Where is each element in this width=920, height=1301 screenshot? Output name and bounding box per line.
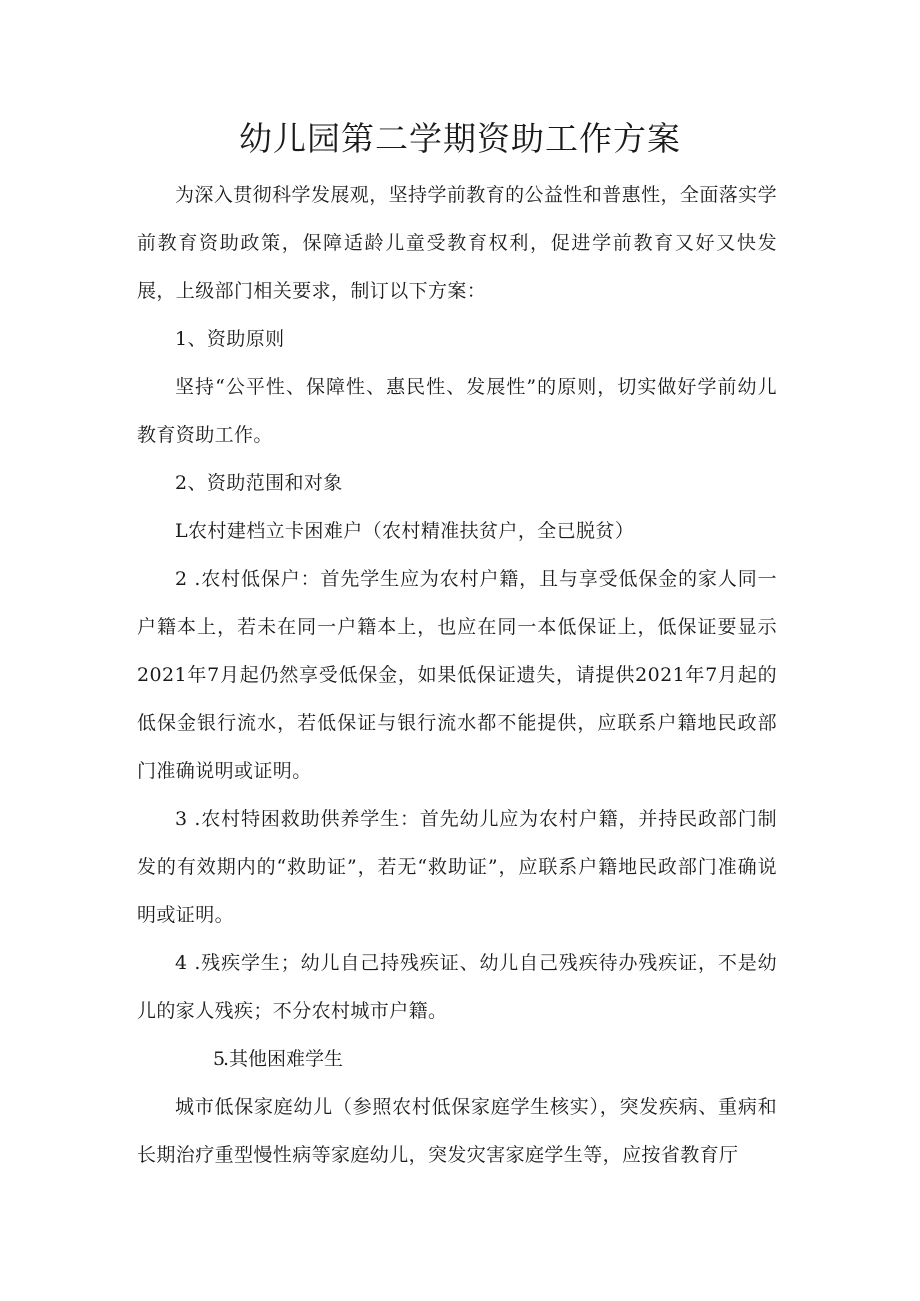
scope-item-3: 3 .农村特困救助供养学生：首先幼儿应为农村户籍，并持民政部门制发的有效期内的“救助证”，若无“救助证”，应联系户籍地民政部门准确说明或证明。	[137, 808, 777, 926]
scope-item-5	[137, 1035, 777, 1083]
scope-item-2: 2 .农村低保户：首先学生应为农村户籍，且与享受低保金的家人同一户籍本上，若未在同一户籍本上，也应在同一本低保证上，低保证要显示2021年7月起仍然享受低保金，如果低保证遗失，请提供2021年7月起的低保金银行流水，若低保证与银行流水都不能提供，应联系户籍地民政部门准确说明或证明。	[137, 568, 777, 782]
closing-paragraph: 城市低保家庭幼儿（参照农村低保家庭学生核实），突发疾病、重病和长期治疗重型慢性病等家庭幼儿，突发灾害家庭学生等，应按省教育厅	[137, 1096, 777, 1166]
intro-paragraph: 为深入贯彻科学发展观，坚持学前教育的公益性和普惠性，全面落实学前教育资助政策，保障适龄儿童受教育权利，促进学前教育又好又快发展，上级部门相关要求，制订以下方案：	[137, 184, 777, 302]
scope-item-5-text: .其他困难学生	[223, 1048, 344, 1070]
scope-item-5-number: 5	[213, 1048, 226, 1070]
section-heading-scope: 2、资助范围和对象	[175, 472, 343, 494]
document-title: 幼儿园第二学期资助工作方案	[239, 119, 681, 158]
scope-item-1: L农村建档立卡困难户（农村精准扶贫户，全已脱贫）	[175, 520, 635, 542]
scope-item-4: 4 .残疾学生；幼儿自己持残疾证、幼儿自己残疾待办残疾证，不是幼儿的家人残疾；不分农村城市户籍。	[137, 952, 777, 1022]
section-heading-principles: 1、资助原则	[175, 328, 285, 350]
principles-paragraph: 坚持“公平性、保障性、惠民性、发展性”的原则，切实做好学前幼儿教育资助工作。	[137, 376, 777, 446]
document-body	[137, 171, 777, 1179]
